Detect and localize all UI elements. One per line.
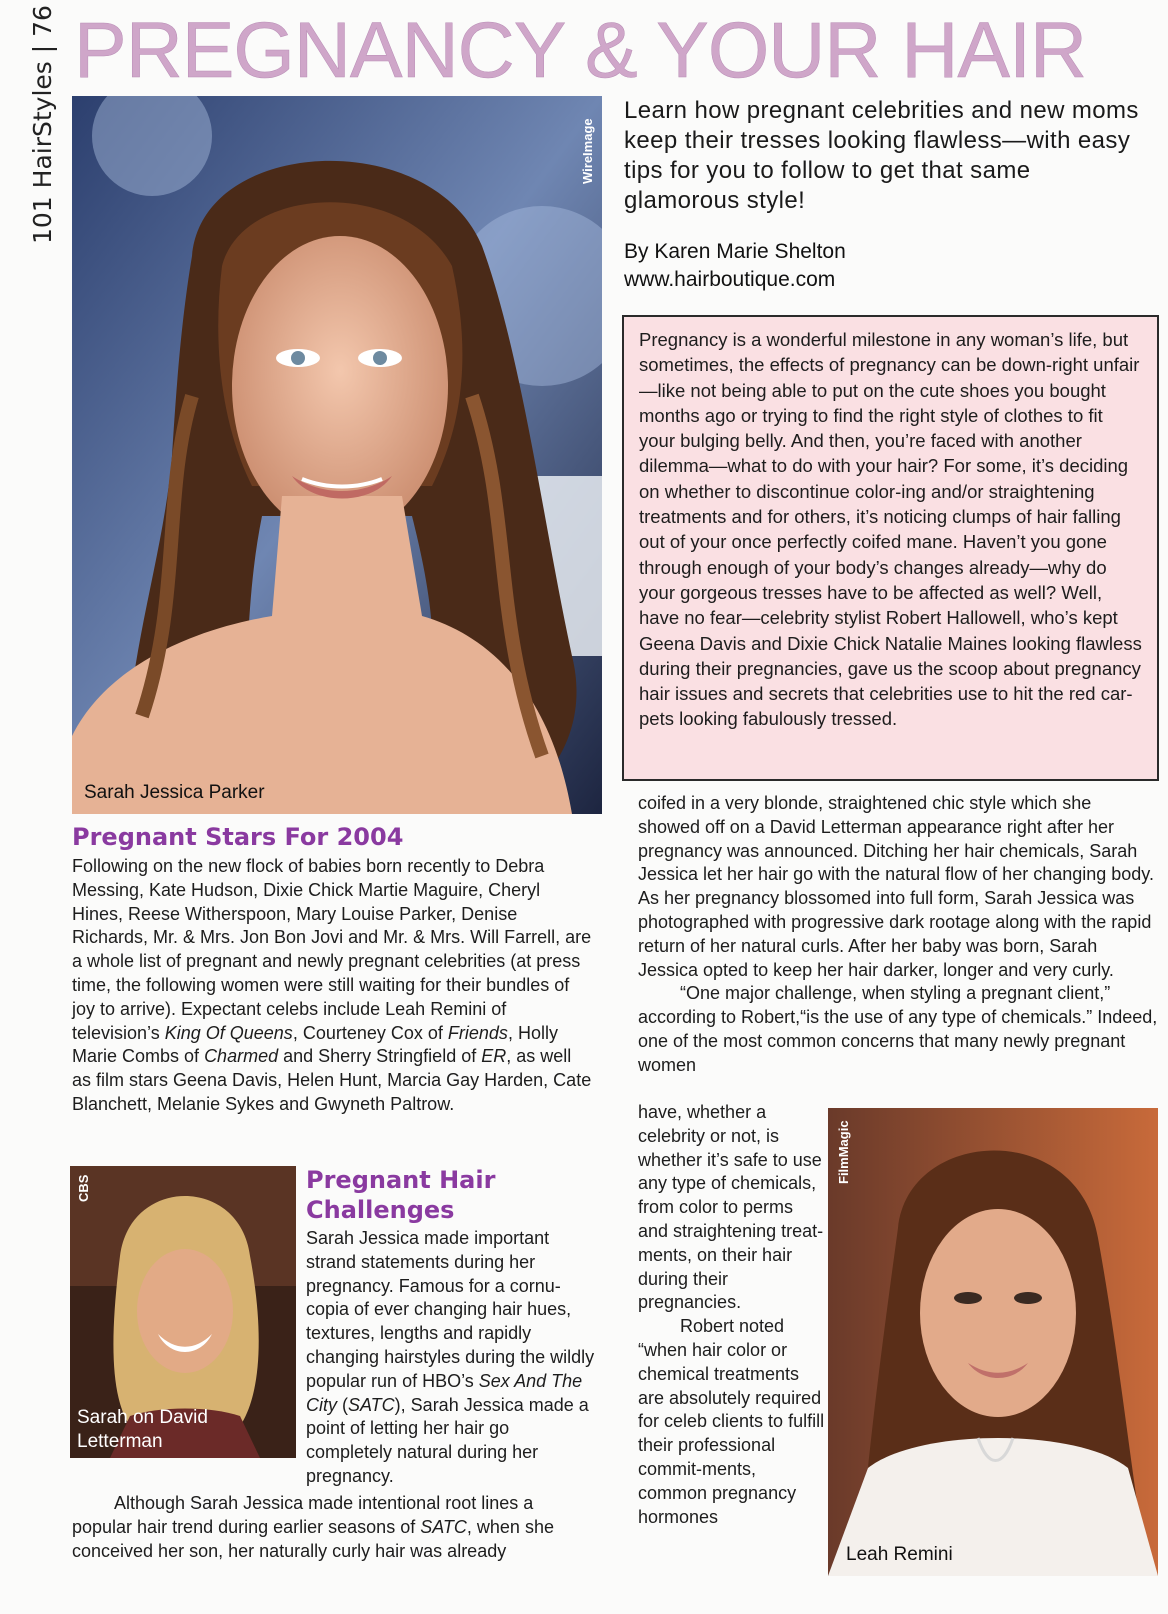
section-pregnant-stars <box>72 821 592 1117</box>
paragraph-root-lines <box>72 1492 592 1563</box>
right-column-text <box>638 792 1158 1078</box>
letterman-photo-caption: Sarah on David Letterman <box>77 1407 208 1452</box>
remini-photo <box>828 1108 1158 1576</box>
body-text-5: , as well as film stars Geena Davis, Helen Hunt, Marcia Gay Harden, Cate Blanchett, Melanie Sykes and Gwyneth Paltrow. <box>72 1046 592 1114</box>
narrow-column-text <box>638 1101 826 1529</box>
body-text-2: , Sarah Jessica made a point of letting her hair go completely natural during her pregnancy. <box>306 1394 589 1486</box>
show-title: ER <box>481 1046 507 1067</box>
section-heading: Pregnant Hair Challenges <box>306 1166 496 1224</box>
main-photo-credit: WireImage <box>580 118 595 184</box>
main-photo-caption: Sarah Jessica Parker <box>84 782 265 803</box>
remini-photo-credit: FilmMagic <box>836 1120 851 1184</box>
body-text-3: , Holly Marie Combs of <box>72 1022 558 1067</box>
section-body: Sarah Jessica made important strand statements during her pregnancy. Famous for a cornu-copia of ever changing hair hues, textures, lengths and rapidly changing hairstyles during the wildly popular run of HBO’s Sex And The City (SATC), Sarah Jessica made a point of letting her hair go completely natural during her pregnancy. <box>306 1228 595 1486</box>
body-text-1: Sarah Jessica made important strand statements during her pregnancy. Famous for a cornu-copia of ever changing hair hues, textures, lengths and rapidly changing hairstyles during the wildly popular run of HBO’s <box>306 1228 595 1391</box>
paragraph-robert-noted: Robert noted “when hair color or chemical treatments are absolutely required for celeb clients to fulfill their professional commit-ments, common pregnancy hormones <box>638 1316 825 1527</box>
section-heading: Pregnant Stars For 2004 <box>72 823 404 851</box>
show-title: King Of Queens <box>164 1022 293 1043</box>
intro-box <box>622 315 1159 781</box>
page-folio <box>8 5 78 244</box>
folio-text: 101 HairStyles | 76 <box>28 5 57 244</box>
remini-photo-image <box>828 1108 1158 1576</box>
main-photo <box>72 96 602 814</box>
article-title: PREGNANCY & YOUR HAIR <box>74 5 1087 94</box>
paragraph-robert-quote: “One major challenge, when styling a pregnant client,” according to Robert,“is the use of any type of chemicals.” Indeed, one of the most common concerns that many newly pregnant women <box>638 983 1158 1075</box>
section-body <box>72 855 592 1117</box>
show-abbr: SATC <box>420 1516 467 1537</box>
intro-text: Pregnancy is a wonderful milestone in any woman’s life, but sometimes, the effects of pregnancy can be down-right unfair—like not being able to put on the cute shoes you bought months ago or trying to find the right style of clothes to fit your bulging belly. And then, you’re faced with another dilemma—what to do with your hair? For some, it’s deciding on whether to discontinue color-ing and/or straightening treatments and for others, it’s noticing clumps of hair falling out of your once perfectly coifed mane. Haven’t you gone through enough of your body’s changes already—why do your gorgeous tresses have to be affected as well? Well, have no fear—celebrity stylist Robert Hallowell, who’s kept Geena Davis and Dixie Chick Natalie Maines looking flawless during their pregnancies, gave us the scoop about pregnancy hair issues and secrets that celebrities use to hit the red car-pets looking fabulously tressed. <box>639 329 1142 730</box>
main-photo-image <box>72 96 602 814</box>
article-deck: Learn how pregnant celebrities and new moms keep their tresses looking flawless—with easy tips for you to follow to get that same glamorous style! <box>624 97 1139 214</box>
body-text: , when she conceived her son, her naturally curly hair was already <box>72 1516 554 1561</box>
letterman-photo <box>70 1166 296 1458</box>
byline <box>624 238 846 294</box>
body-text: Although Sarah Jessica made intentional root lines a popular hair trend during earlier seasons of <box>72 1493 534 1537</box>
paragraph-safety: have, whether a celebrity or not, is whether it’s safe to use any type of chemicals, from color to perms and straightening treat-ments, on their hair during their pregnancies. <box>638 1102 824 1313</box>
letterman-photo-credit: CBS <box>76 1174 91 1202</box>
show-abbr: SATC <box>348 1394 395 1415</box>
paragraph-continued: coifed in a very blonde, straightened chic style which she showed off on a David Letterman appearance right after her pregnancy was announced. Ditching her hair chemicals, Sarah Jessica let her hair go with the natural flow of her changing body. As her pregnancy blossomed into full form, Sarah Jessica was photographed with progressive dark rootage along with the rapid return of her natural curls. After her baby was born, Sarah Jessica opted to keep her hair darker, longer and very curly. <box>638 793 1154 980</box>
show-title: Friends <box>447 1022 508 1043</box>
byline-author: By Karen Marie Shelton <box>624 240 846 263</box>
show-title: Charmed <box>204 1046 279 1067</box>
show-title: Sex And The City <box>306 1370 583 1415</box>
body-text-4: and Sherry Stringfield of <box>283 1046 477 1067</box>
body-text-2: , Courteney Cox of <box>292 1022 443 1043</box>
body-text-1: Following on the new flock of babies born recently to Debra Messing, Kate Hudson, Dixie Chick Martie Maguire, Cheryl Hines, Reese Witherspoon, Mary Louise Parker, Denise Richards, Mr. & Mrs. Jon Bon Jovi and Mr. & Mrs. Will Farrell, are a whole list of pregnant and newly pregnant celebrities (at press time, the following women were still waiting for their bundles of joy to arrive). Expectant celebs include Leah Remini of television’s <box>72 856 592 1043</box>
byline-website: www.hairboutique.com <box>624 268 836 291</box>
remini-photo-caption: Leah Remini <box>846 1544 953 1565</box>
section-hair-challenges <box>306 1165 596 1489</box>
